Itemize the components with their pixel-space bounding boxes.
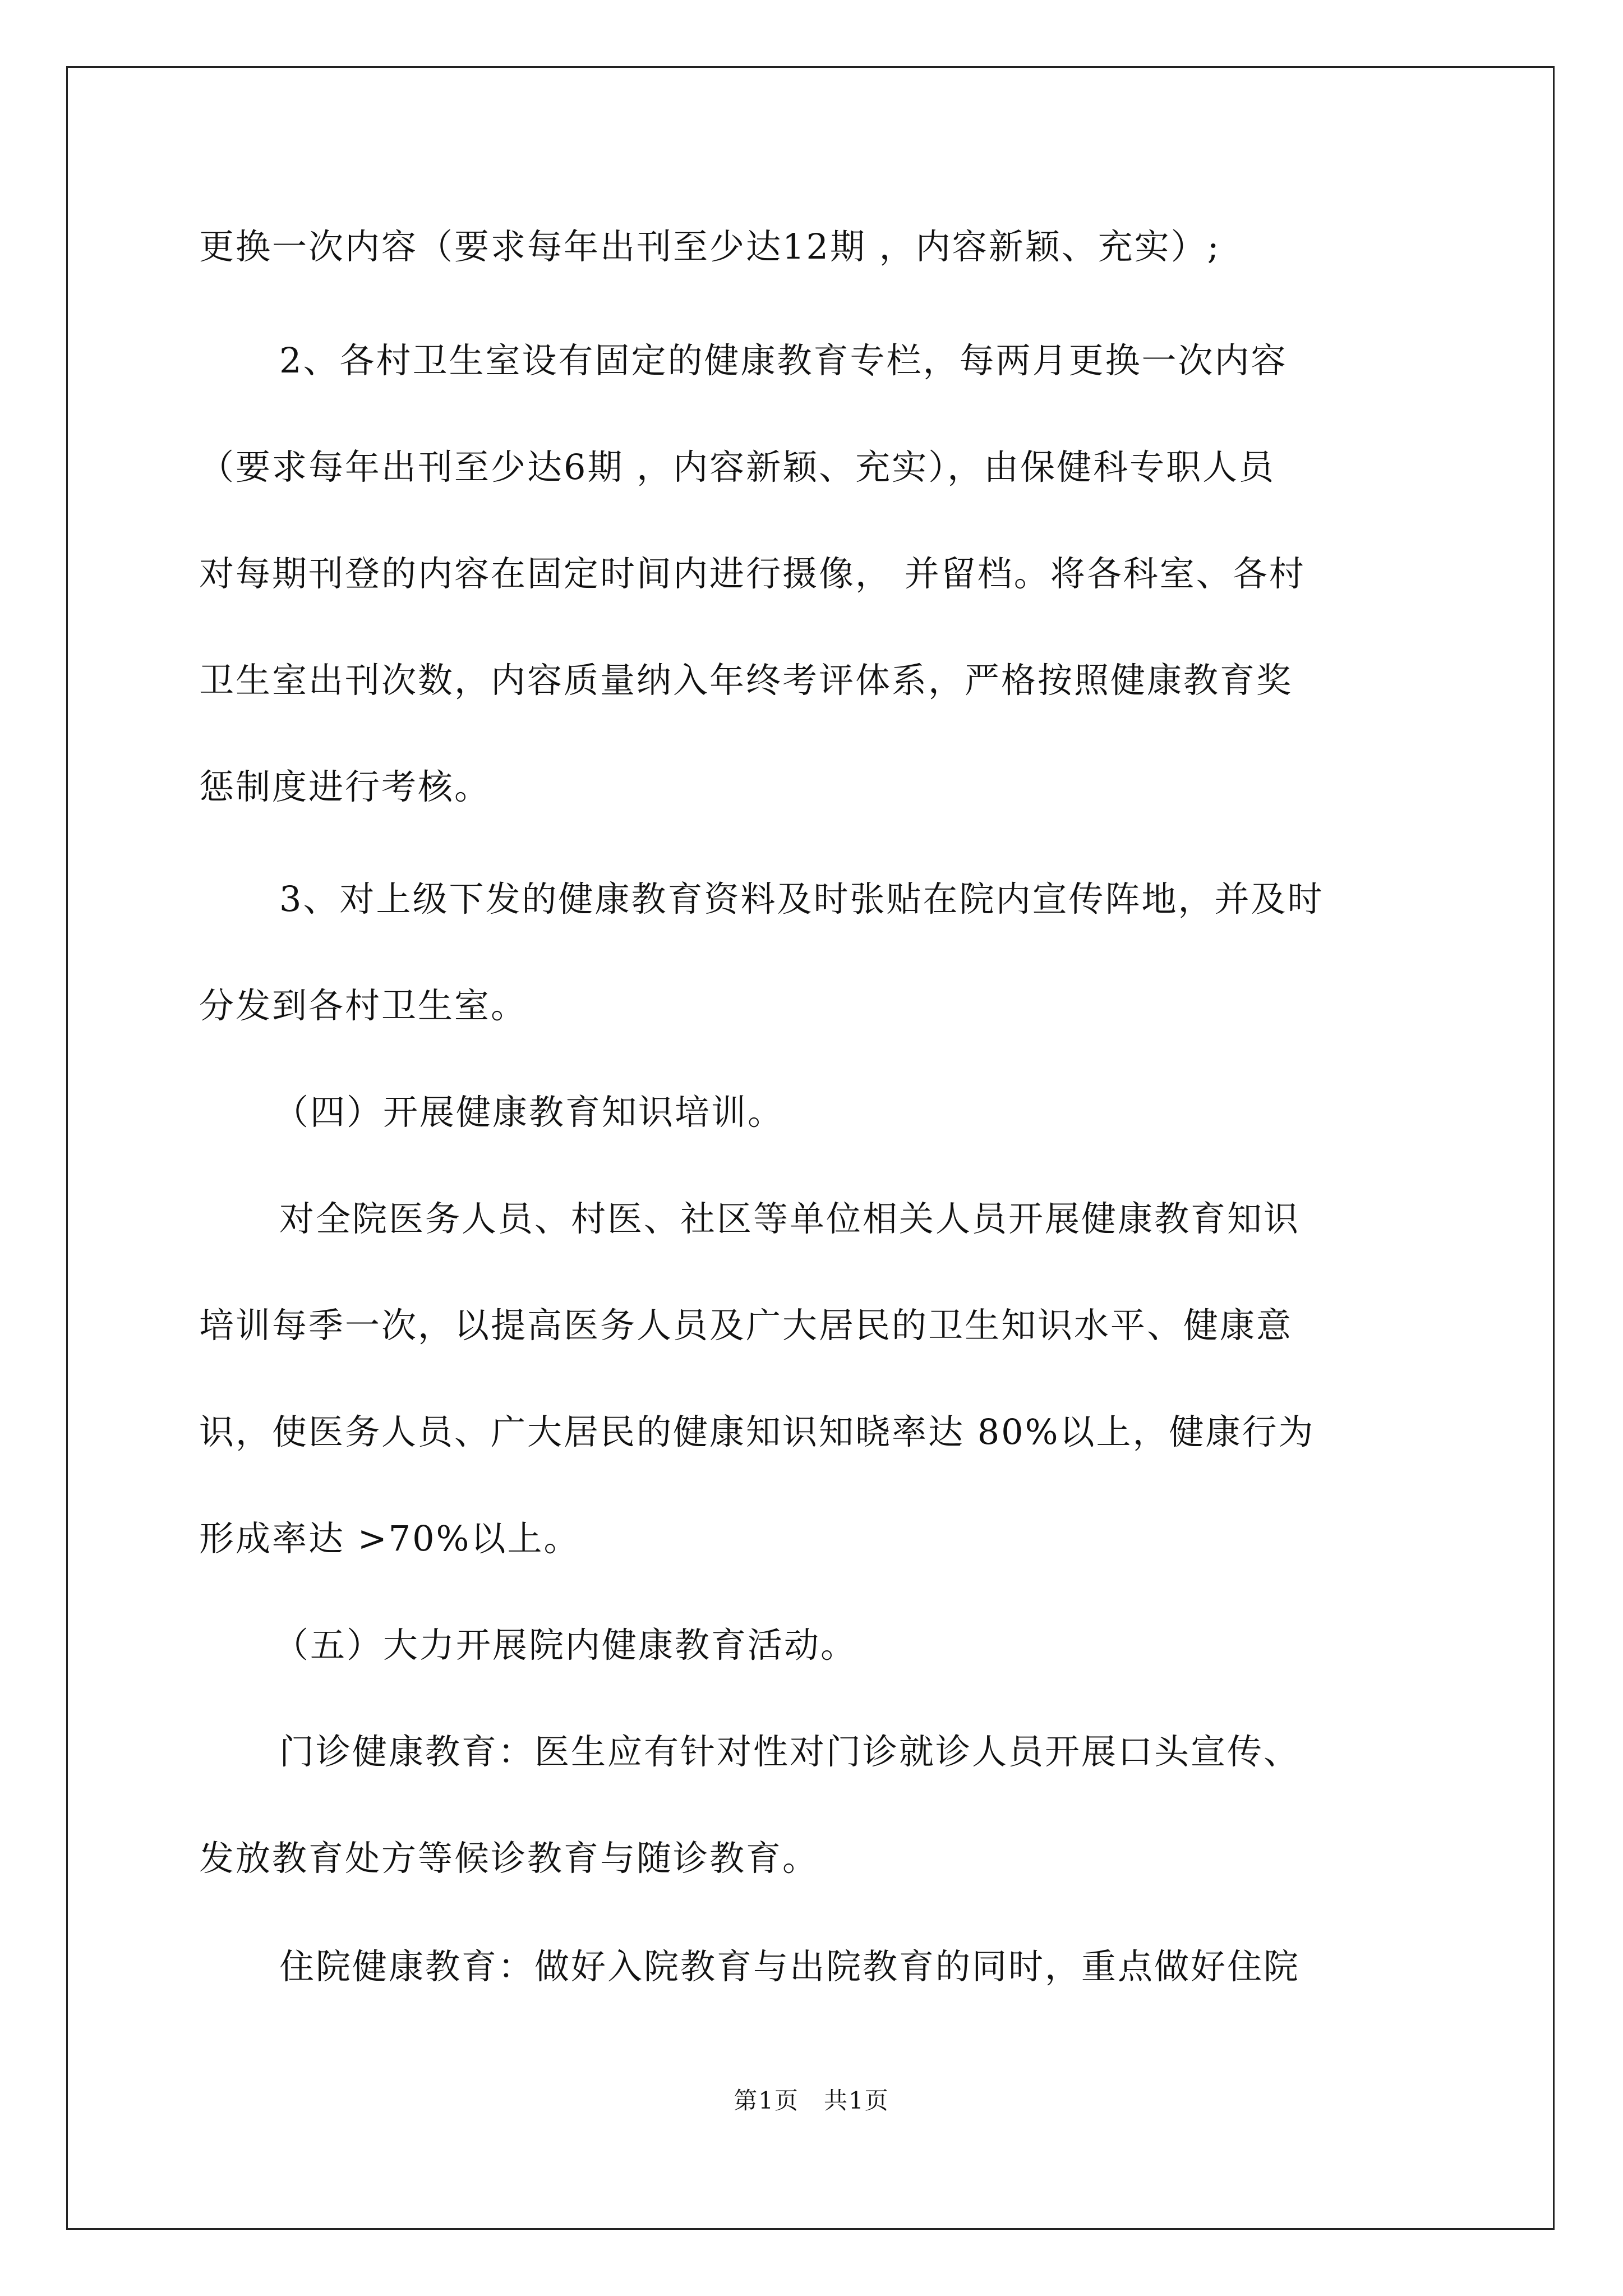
body-line-5: 卫生室出刊次数，内容质量纳入年终考评体系，严格按照健康教育奖: [199, 660, 1293, 701]
page-footer: 第1页 共1页: [734, 2087, 889, 2114]
body-line-13: 形成率达 >70%以上。: [199, 1518, 580, 1559]
section-heading-5: （五）大力开展院内健康教育活动。: [274, 1625, 857, 1665]
body-line-17: 住院健康教育：做好入院教育与出院教育的同时，重点做好住院: [279, 1946, 1301, 1987]
section-heading-4: （四）开展健康教育知识培训。: [274, 1092, 785, 1133]
body-line-16: 发放教育处方等候诊教育与随诊教育。: [199, 1838, 819, 1879]
body-line-1: 更换一次内容（要求每年出刊至少达12期 ，内容新颖、充实）;: [199, 226, 1221, 267]
body-line-15: 门诊健康教育：医生应有针对性对门诊就诊人员开展口头宣传、: [279, 1731, 1301, 1772]
body-line-2: 2、各村卫生室设有固定的健康教育专栏，每两月更换一次内容: [279, 340, 1288, 381]
body-line-8: 分发到各村卫生室。: [199, 985, 528, 1026]
body-line-7: 3、对上级下发的健康教育资料及时张贴在院内宣传阵地，并及时: [279, 878, 1324, 919]
page-border: [66, 66, 1555, 2230]
body-line-12: 识，使医务人员、广大居民的健康知识知晓率达 80%以上，健康行为: [199, 1411, 1315, 1452]
body-line-6: 惩制度进行考核。: [199, 766, 491, 807]
body-line-11: 培训每季一次，以提高医务人员及广大居民的卫生知识水平、健康意: [199, 1305, 1293, 1346]
body-line-4: 对每期刊登的内容在固定时间内进行摄像， 并留档。将各科室、各村: [199, 553, 1306, 594]
body-line-3: （要求每年出刊至少达6期 ，内容新颖、充实），由保健科专职人员: [199, 447, 1276, 487]
body-line-10: 对全院医务人员、村医、社区等单位相关人员开展健康教育知识: [279, 1198, 1301, 1239]
